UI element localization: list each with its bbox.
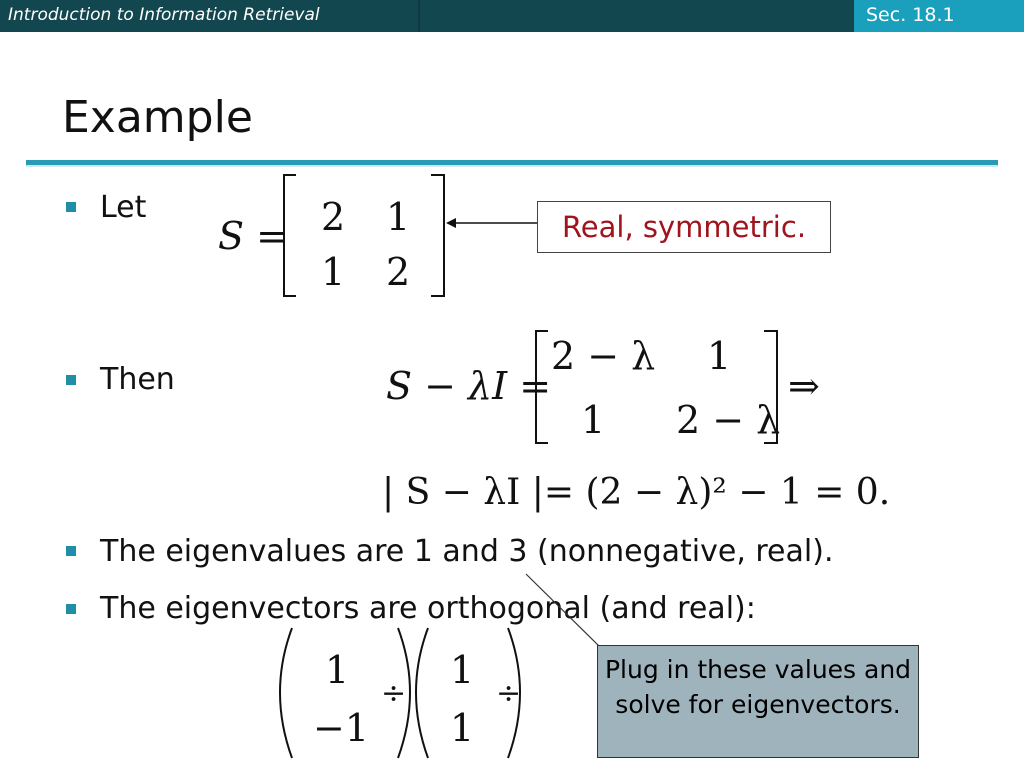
char-matrix-lhs: S − λI =: [386, 364, 552, 408]
eigvec2-right-paren: [508, 628, 520, 758]
eigvec2-entry: 1: [450, 648, 475, 692]
eigvec1-right-paren: [398, 628, 410, 758]
char-matrix-entry: 2 − λ: [676, 398, 781, 442]
determinant-equation: | S − λI |= (2 − λ)² − 1 = 0.: [382, 472, 891, 513]
eigvec2-left-paren: [416, 628, 428, 758]
divide-dot: ÷: [496, 676, 522, 711]
plug-in-connector: [526, 574, 600, 647]
char-matrix-entry: 1: [581, 398, 606, 442]
section-label: Sec. 18.1: [866, 4, 955, 26]
s-matrix-entry: 1: [386, 195, 411, 239]
bullet-eigenvalues: The eigenvalues are 1 and 3 (nonnegative, real).: [100, 534, 834, 569]
symmetric-callout: Real, symmetric.: [537, 201, 831, 253]
s-matrix-entry: 2: [386, 250, 411, 294]
char-matrix-entry: 2 − λ: [551, 334, 656, 378]
s-matrix-right-bracket: [431, 175, 444, 296]
eigvec2-entry: 1: [450, 706, 475, 750]
s-matrix-entry: 2: [321, 195, 346, 239]
s-matrix-entry: 1: [321, 250, 346, 294]
bullet-then: Then: [100, 362, 175, 397]
eigvec1-entry: −1: [313, 706, 370, 750]
s-definition-lhs: S =: [218, 214, 288, 258]
divide-dot: ÷: [381, 676, 407, 711]
eigvec1-entry: 1: [325, 648, 350, 692]
char-matrix-entry: 1: [707, 334, 732, 378]
symmetric-arrow-head: [446, 218, 456, 228]
bullet-let: Let: [100, 190, 147, 225]
slide-title: Example: [62, 92, 253, 143]
char-matrix-left-bracket: [536, 331, 548, 443]
course-title: Introduction to Information Retrieval: [8, 5, 320, 25]
char-matrix-right-bracket: [764, 331, 777, 443]
plug-in-callout: Plug in these values and solve for eigenvectors.: [597, 645, 919, 758]
implies-symbol: ⇒: [788, 364, 820, 408]
eigvec1-left-paren: [280, 628, 292, 758]
s-matrix-left-bracket: [284, 175, 296, 296]
bullet-eigenvectors: The eigenvectors are orthogonal (and real):: [100, 591, 756, 626]
